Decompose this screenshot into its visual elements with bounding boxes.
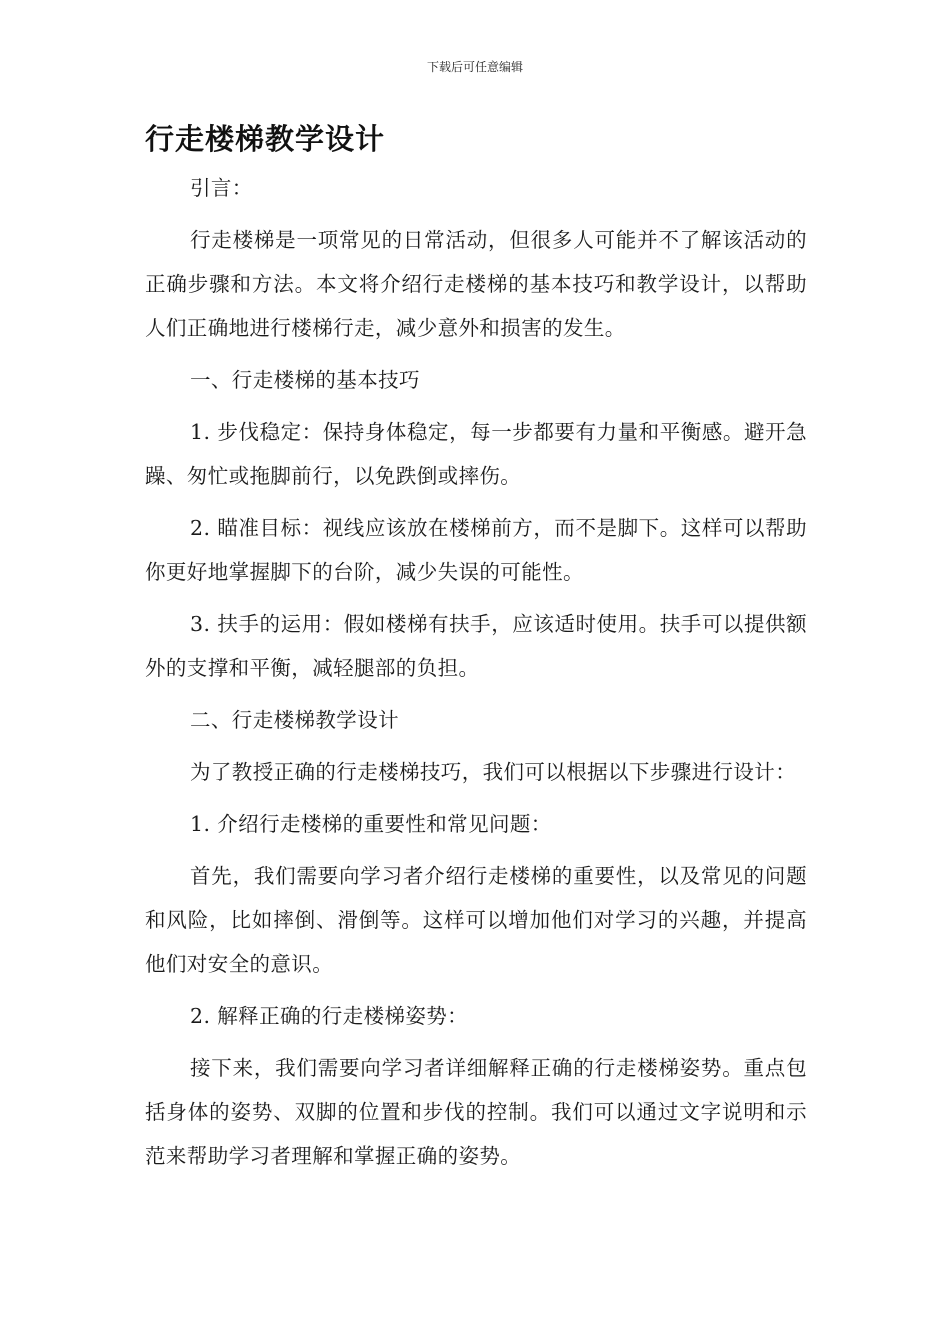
document-body (145, 166, 807, 1178)
paragraph-intro-label: 引言： (190, 176, 253, 200)
page-header-note: 下载后可任意编辑 (426, 60, 523, 74)
list-item-1: 1. 步伐稳定：保持身体稳定，每一步都要有力量和平衡感。避开急躁、匆忙或拖脚前行，以免跌倒或摔伤。 (145, 420, 807, 488)
step-body-2: 接下来，我们需要向学习者详细解释正确的行走楼梯姿势。重点包括身体的姿势、双脚的位置和步伐的控制。我们可以通过文字说明和示范来帮助学习者理解和掌握正确的姿势。 (145, 1056, 807, 1168)
section-heading-1: 一、行走楼梯的基本技巧 (190, 368, 420, 392)
section-heading-2: 二、行走楼梯教学设计 (190, 708, 399, 732)
step-heading-2: 2. 解释正确的行走楼梯姿势： (190, 1004, 469, 1028)
list-item-2: 2. 瞄准目标：视线应该放在楼梯前方，而不是脚下。这样可以帮助你更好地掌握脚下的台阶，减少失误的可能性。 (145, 516, 807, 584)
document-title: 行走楼梯教学设计 (145, 122, 386, 156)
list-item-3: 3. 扶手的运用：假如楼梯有扶手，应该适时使用。扶手可以提供额外的支撑和平衡，减轻腿部的负担。 (145, 612, 807, 680)
step-body-1: 首先，我们需要向学习者介绍行走楼梯的重要性，以及常见的问题和风险，比如摔倒、滑倒等。这样可以增加他们对学习的兴趣，并提高他们对安全的意识。 (145, 864, 807, 976)
paragraph-intro: 行走楼梯是一项常见的日常活动，但很多人可能并不了解该活动的正确步骤和方法。本文将介绍行走楼梯的基本技巧和教学设计，以帮助人们正确地进行楼梯行走，减少意外和损害的发生。 (145, 228, 807, 340)
step-heading-1: 1. 介绍行走楼梯的重要性和常见问题： (190, 812, 552, 836)
paragraph-design-intro: 为了教授正确的行走楼梯技巧，我们可以根据以下步骤进行设计： (190, 760, 797, 784)
